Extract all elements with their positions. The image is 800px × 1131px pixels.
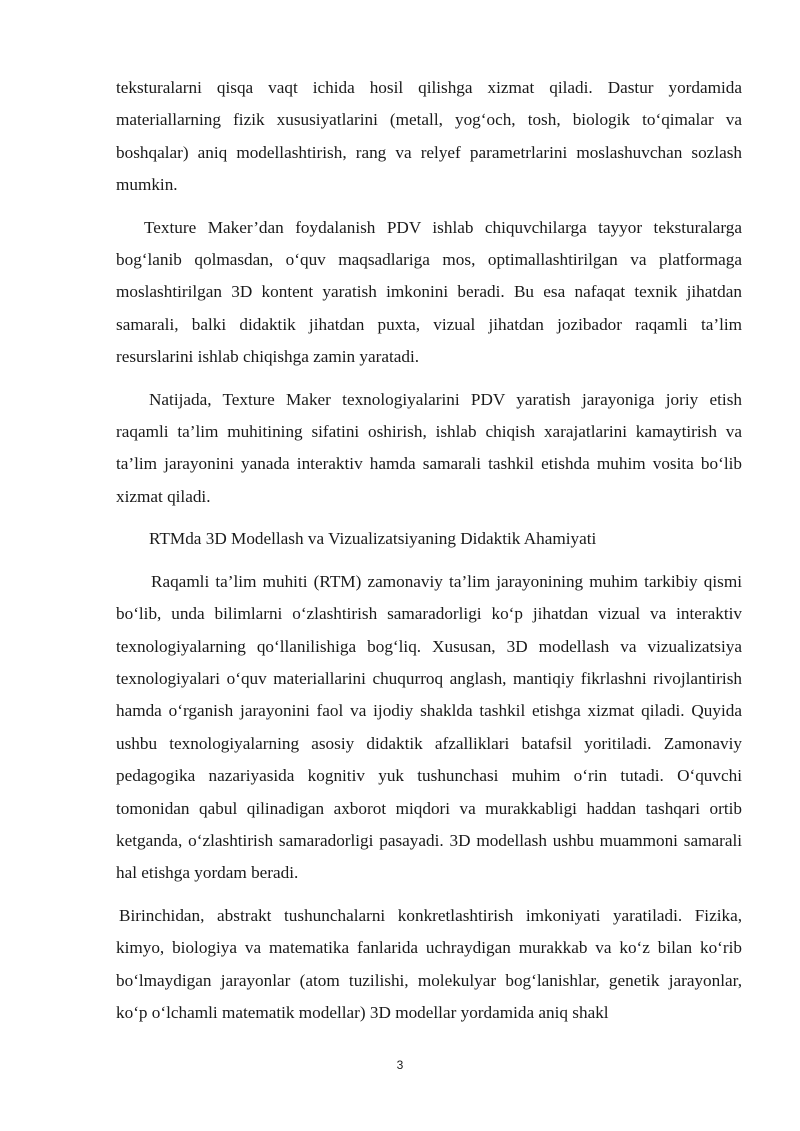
page-number: 3 <box>396 1058 404 1072</box>
paragraph-texture-maker-usage: Texture Maker’dan foydalanish PDV ishlab chiquvchilarga tayyor teksturalarga bog‘lanib qolmasdan, o‘quv maqsadlariga mos, optimallashtirilgan va platformaga moslashtirilgan 3D kontent yaratish imkonini beradi. Bu esa nafaqat texnik jihatdan samarali, balki didaktik jihatdan puxta, vizual jihatdan jozibador raqamli ta’lim resurslarini ishlab chiqishga zamin yaratadi. <box>116 217 742 367</box>
paragraph-continuation: teksturalarni qisqa vaqt ichida hosil qilishga xizmat qiladi. Dastur yordamida materiallarning fizik xususiyatlarini (metall, yog‘och, tosh, biologik to‘qimalar va boshqalar) aniq modellashtirish, rang va relyef parametrlarini moslashuvchan sozlash mumkin. <box>116 78 742 195</box>
paragraph-rtm-intro: Raqamli ta’lim muhiti (RTM) zamonaviy ta’lim jarayonining muhim tarkibiy qismi bo‘lib, unda bilimlarni o‘zlashtirish samaradorligi ko‘p jihatdan vizual va interaktiv texnologiyalarning qo‘llanilishiga bog‘liq. Xususan, 3D modellash va vizualizatsiya texnologiyalari o‘quv materiallarini chuqurroq anglash, mantiqiy fikrlashni rivojlantirish hamda o‘rganish jarayonini faol va ijodiy shaklda tashkil etishga xizmat qiladi. Quyida ushbu texnologiyalarning asosiy didaktik afzalliklari batafsil yoritiladi. Zamonaviy pedagogika nazariyasida kognitiv yuk tushunchasi muhim o‘rin tutadi. O‘quvchi tomonidan qabul qilinadigan axborot miqdori va murakkabligi haddan tashqari ortib ketganda, o‘zlashtirish samaradorligi pasayadi. 3D modellash ushbu muammoni samarali hal etishga yordam beradi. <box>116 571 742 883</box>
section-heading: RTMda 3D Modellash va Vizualizatsiyaning Didaktik Ahamiyati <box>149 529 597 549</box>
body-text <box>116 72 742 1039</box>
paragraph-conclusion: Natijada, Texture Maker texnologiyalarini PDV yaratish jarayoniga joriy etish raqamli ta’lim muhitining sifatini oshirish, ishlab chiqish xarajatlarini kamaytirish va ta’lim jarayonini yanada interaktiv hamda samarali tashkil etishda muhim vosita bo‘lib xizmat qiladi. <box>116 389 742 506</box>
paragraph-firstly: Birinchidan, abstrakt tushunchalarni konkretlashtirish imkoniyati yaratiladi. Fizika, kimyo, biologiya va matematika fanlarida uchraydigan murakkab va ko‘z bilan ko‘rib bo‘lmaydigan jarayonlar (atom tuzilishi, molekulyar bog‘lanishlar, genetik jarayonlar, ko‘p o‘lchamli matematik modellar) 3D modellar yordamida aniq shakl <box>116 905 742 1022</box>
